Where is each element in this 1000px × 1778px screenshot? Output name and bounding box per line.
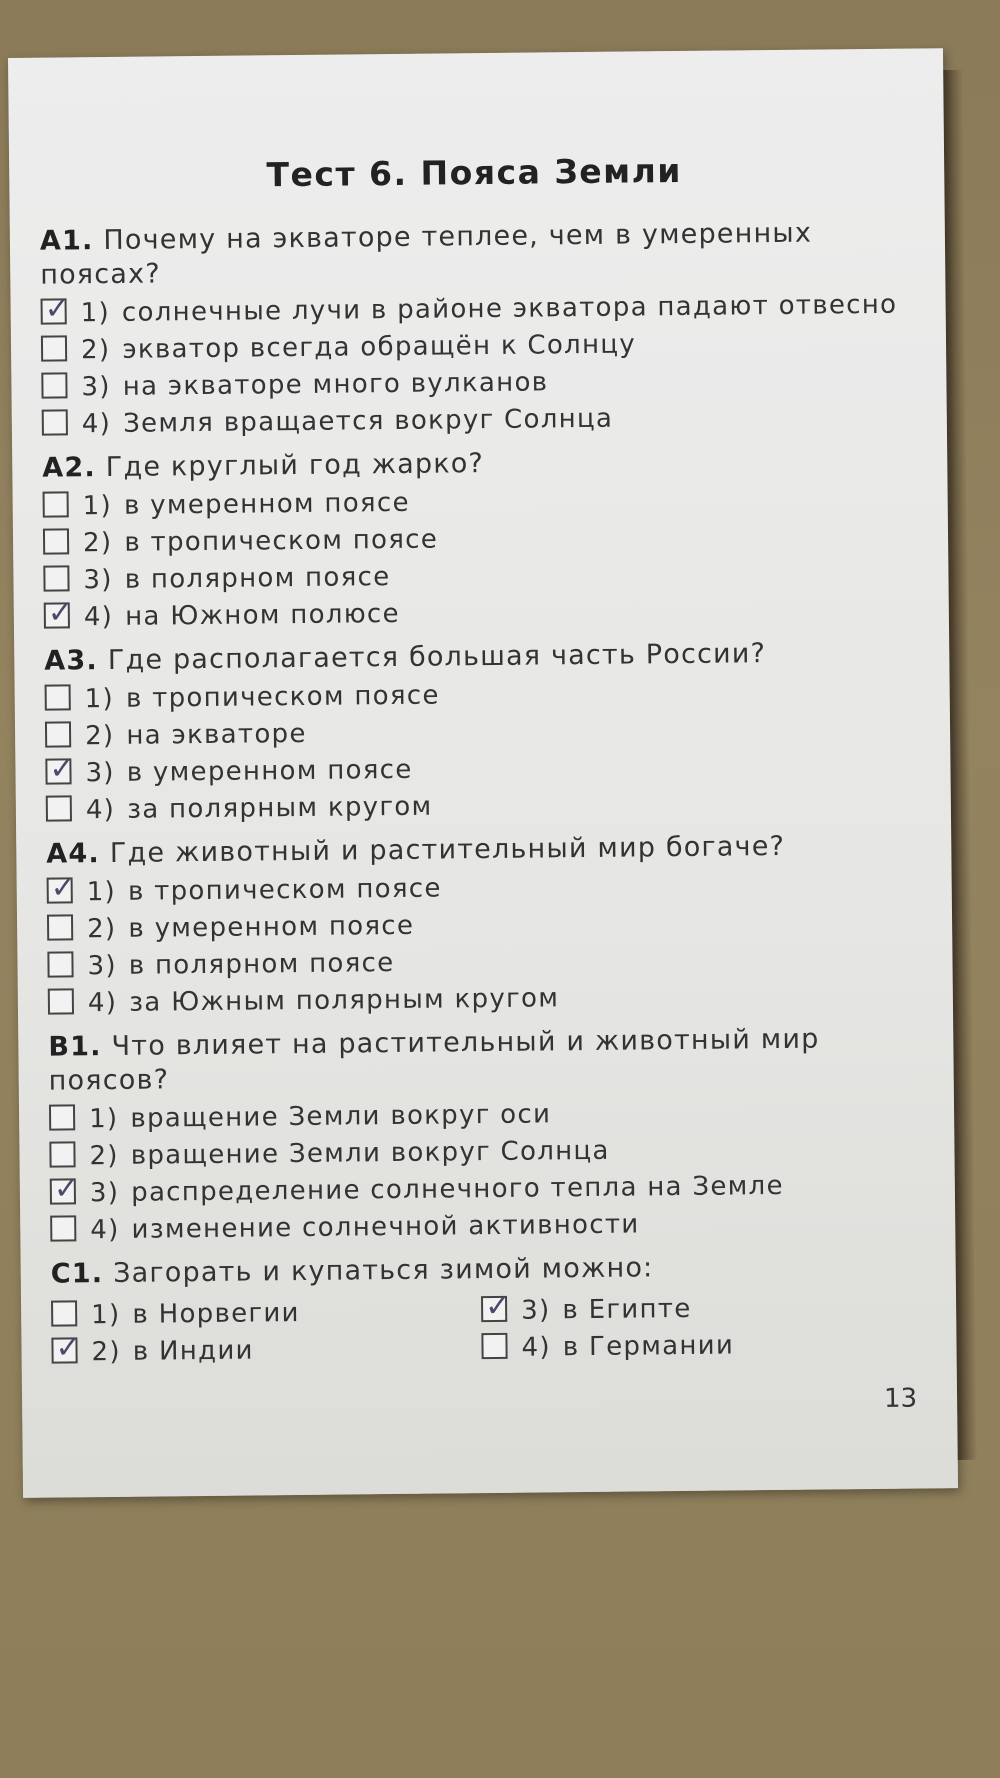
question — [40, 216, 912, 442]
answer-option[interactable] — [41, 288, 911, 331]
answer-checkbox[interactable] — [481, 1333, 507, 1359]
page-content — [39, 149, 922, 1383]
question-label: А1. — [39, 225, 94, 257]
workbook-page — [8, 48, 958, 1498]
check-mark-icon: ✓ — [484, 1288, 512, 1325]
question-prompt: Где круглый год жарко? — [105, 448, 485, 483]
answer-checkbox[interactable] — [481, 1288, 512, 1325]
option-text: на Южном полюсе — [124, 598, 400, 632]
answer-option[interactable] — [481, 1327, 911, 1366]
answer-checkbox[interactable] — [42, 409, 68, 435]
answer-column-left — [51, 1291, 482, 1372]
option-number: 1) — [86, 876, 117, 908]
option-text: изменение солнечной активности — [131, 1209, 640, 1245]
question — [51, 1249, 922, 1373]
question-list — [40, 216, 922, 1373]
answer-checkbox[interactable] — [50, 1171, 81, 1207]
option-number: 4) — [85, 794, 116, 826]
option-text: в умеренном поясе — [123, 487, 410, 521]
question-prompt: Где располагается большая часть России? — [107, 638, 767, 676]
answer-checkbox[interactable] — [47, 870, 78, 906]
option-number: 3) — [83, 564, 113, 596]
question-label: В1. — [48, 1031, 102, 1063]
answer-checkbox[interactable] — [49, 1104, 75, 1130]
question-text — [51, 1249, 921, 1292]
answer-checkbox[interactable] — [45, 684, 71, 710]
option-text: вращение Земли вокруг Солнца — [130, 1135, 610, 1171]
question-label: А3. — [44, 645, 99, 677]
answer-checkbox[interactable] — [49, 1141, 75, 1167]
answer-checkbox[interactable] — [46, 795, 72, 821]
option-text: на экваторе — [126, 718, 307, 751]
option-text: на экваторе много вулканов — [122, 367, 549, 402]
option-number: 2) — [91, 1336, 122, 1368]
answer-option[interactable] — [51, 1294, 481, 1333]
answer-option[interactable] — [47, 904, 917, 947]
question — [46, 829, 918, 1021]
answer-checkbox[interactable] — [43, 528, 69, 554]
option-text: за полярным кругом — [127, 791, 433, 825]
option-text: вращение Земли вокруг оси — [130, 1099, 552, 1134]
answer-checkbox[interactable] — [50, 1215, 76, 1241]
option-text: в Германии — [562, 1330, 735, 1363]
check-mark-icon: ✓ — [47, 595, 75, 631]
option-text: за Южным полярным кругом — [129, 983, 560, 1018]
check-mark-icon: ✓ — [44, 291, 72, 327]
answer-checkbox[interactable] — [41, 291, 72, 327]
option-number: 3) — [81, 371, 111, 403]
page-title: Тест 6. Пояса Земли — [266, 150, 683, 195]
option-number: 2) — [82, 527, 113, 559]
option-number: 1) — [82, 490, 113, 522]
answer-option[interactable] — [50, 1168, 920, 1211]
question-label: А4. — [46, 838, 101, 870]
answer-option[interactable] — [43, 481, 913, 524]
option-number: 3) — [85, 757, 115, 789]
answer-option[interactable] — [43, 518, 913, 561]
option-number: 2) — [80, 334, 111, 366]
answer-checkbox[interactable] — [47, 951, 73, 977]
option-number: 4) — [83, 601, 114, 633]
option-text: в полярном поясе — [124, 562, 391, 595]
question — [42, 443, 914, 635]
check-mark-icon: ✓ — [55, 1330, 83, 1366]
question-text — [44, 636, 914, 679]
answer-option[interactable] — [46, 785, 916, 828]
option-number: 2) — [89, 1140, 119, 1172]
answer-option[interactable] — [43, 555, 913, 598]
option-number: 2) — [84, 720, 115, 752]
question-prompt: Загорать и купаться зимой можно: — [113, 1252, 654, 1289]
question-prompt: Почему на экваторе теплее, чем в умеренных поясах? — [40, 217, 813, 291]
option-number: 1) — [84, 683, 115, 715]
answer-option[interactable] — [45, 711, 915, 754]
answer-checkbox[interactable] — [45, 721, 71, 747]
answer-checkbox[interactable] — [44, 595, 75, 631]
answer-checkbox[interactable] — [48, 988, 74, 1014]
option-number: 1) — [88, 1103, 119, 1135]
option-number: 4) — [90, 1214, 120, 1246]
answer-option[interactable] — [481, 1290, 911, 1329]
answer-option[interactable] — [41, 325, 911, 368]
question-label: А2. — [42, 452, 97, 484]
option-number: 1) — [91, 1299, 121, 1331]
option-text: в полярном поясе — [128, 948, 395, 981]
option-text: в Индии — [132, 1335, 254, 1367]
option-number: 4) — [81, 408, 112, 440]
option-text: в умеренном поясе — [126, 754, 413, 788]
page-number: 13 — [883, 1383, 918, 1414]
option-text: в тропическом поясе — [125, 680, 440, 714]
option-number: 3) — [89, 1177, 120, 1209]
answer-checkbox[interactable] — [51, 1330, 83, 1366]
question — [44, 636, 916, 828]
question-prompt: Что влияет на растительный и животный мир поясов? — [48, 1023, 820, 1097]
answer-column-right — [481, 1287, 912, 1368]
option-text: в тропическом поясе — [127, 873, 442, 907]
answer-option[interactable] — [51, 1331, 481, 1370]
option-text: в Норвегии — [132, 1298, 300, 1330]
answer-checkbox[interactable] — [47, 914, 73, 940]
answer-option[interactable] — [47, 941, 917, 984]
option-text: Земля вращается вокруг Солнца — [122, 403, 614, 439]
check-mark-icon: ✓ — [53, 1171, 81, 1207]
question-text — [46, 829, 916, 872]
question — [48, 1022, 920, 1248]
answer-columns — [51, 1287, 922, 1373]
answer-option[interactable] — [41, 362, 911, 405]
option-text: в тропическом поясе — [124, 524, 439, 558]
option-text: распределение солнечного тепла на Земле — [131, 1170, 784, 1208]
answer-checkbox[interactable] — [51, 1300, 77, 1326]
answer-option[interactable] — [49, 1131, 919, 1174]
answer-option[interactable] — [47, 867, 917, 910]
option-number: 4) — [87, 987, 118, 1019]
option-number: 4) — [521, 1332, 551, 1363]
option-number: 3) — [87, 950, 117, 982]
answer-checkbox[interactable] — [43, 491, 69, 517]
option-number: 3) — [520, 1295, 551, 1326]
answer-checkbox[interactable] — [45, 751, 77, 787]
answer-checkbox[interactable] — [41, 335, 67, 361]
option-number: 1) — [80, 297, 111, 329]
option-text: экватор всегда обращён к Солнцу — [122, 329, 637, 365]
option-text: в умеренном поясе — [128, 910, 415, 944]
question-label: С1. — [50, 1258, 104, 1290]
option-text: в Египте — [562, 1293, 692, 1326]
answer-option[interactable] — [49, 1094, 919, 1137]
option-text: солнечные лучи в районе экватора падают отвесно — [121, 289, 898, 328]
answer-option[interactable] — [45, 748, 915, 791]
answer-option[interactable] — [45, 674, 915, 717]
answer-option[interactable] — [42, 399, 912, 442]
check-mark-icon: ✓ — [49, 751, 77, 787]
check-mark-icon: ✓ — [50, 870, 78, 906]
question-text — [40, 216, 911, 293]
option-number: 2) — [86, 913, 117, 945]
answer-option[interactable] — [44, 592, 914, 635]
answer-checkbox[interactable] — [41, 372, 67, 398]
question-text — [48, 1022, 919, 1099]
answer-option[interactable] — [50, 1205, 920, 1248]
answer-option[interactable] — [48, 978, 918, 1021]
question-text — [42, 443, 912, 486]
answer-checkbox[interactable] — [43, 565, 69, 591]
question-prompt: Где животный и растительный мир богаче? — [109, 830, 786, 869]
